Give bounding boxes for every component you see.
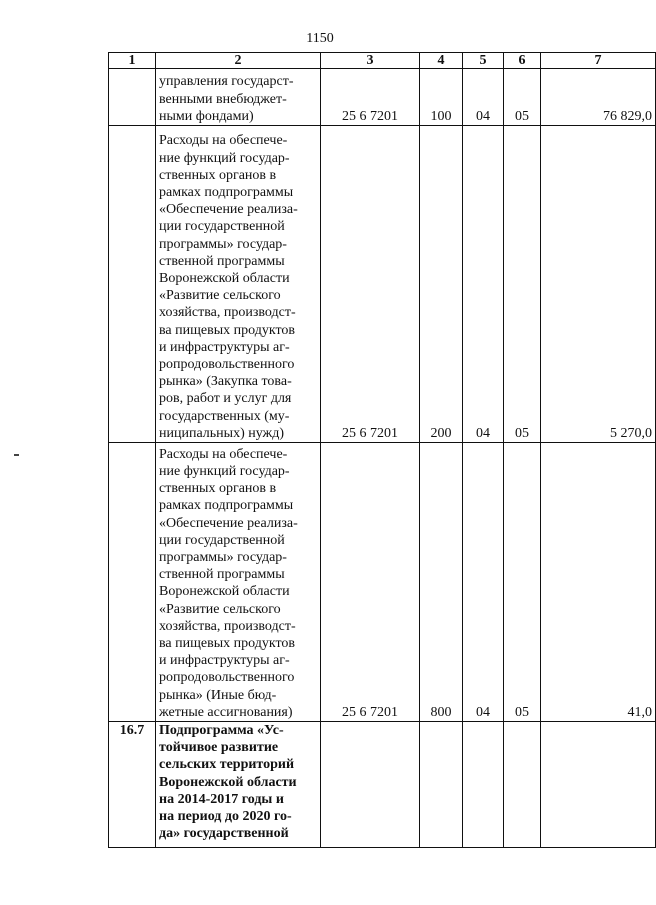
description-line: ственных органов в (159, 167, 277, 183)
header-col-2: 2 (156, 53, 321, 69)
row-expense-type (420, 722, 463, 848)
description-line: ственных органов в (159, 481, 277, 497)
row-target-code: 25 6 7201 (321, 69, 420, 126)
row-subsection: 05 (504, 443, 541, 722)
description-line: ропродовольственного (159, 356, 295, 372)
description-line: рынка» (Закупка това- (159, 374, 292, 390)
row-number (109, 69, 156, 126)
description-line: ции государственной (159, 532, 285, 548)
description-line: да» государственной (159, 826, 289, 842)
description-line: Воронежской области (159, 270, 290, 286)
row-section (463, 722, 504, 848)
scan-mark (14, 454, 19, 456)
row-section: 04 (463, 126, 504, 443)
description-line: «Развитие сельского (159, 601, 281, 617)
row-subsection: 05 (504, 69, 541, 126)
description-line: программы» государ- (159, 549, 287, 565)
description-line: хозяйства, производст- (159, 618, 296, 634)
description-line: тойчивое развитие (159, 740, 279, 756)
description-line: ние функций государ- (159, 150, 290, 166)
row-amount: 5 270,0 (541, 126, 656, 443)
description-line: Воронежской области (159, 584, 290, 600)
description-line: хозяйства, производст- (159, 305, 296, 321)
description-line: и инфраструктуры аг- (159, 653, 290, 669)
header-col-7: 7 (541, 53, 656, 69)
header-col-3: 3 (321, 53, 420, 69)
description-line: «Обеспечение реализа- (159, 202, 298, 218)
table-row (109, 69, 656, 126)
description-line: программы» государ- (159, 236, 287, 252)
description-line: венными внебюджет- (159, 91, 287, 107)
row-description (156, 126, 321, 443)
description-line: Воронежской области (159, 774, 297, 790)
description-line: ции государственной (159, 219, 285, 235)
description-line: ров, работ и услуг для (159, 391, 292, 407)
row-amount: 76 829,0 (541, 69, 656, 126)
description-line: ропродовольственного (159, 670, 295, 686)
description-line: Подпрограмма «Ус- (159, 723, 284, 738)
description-line: ными фондами) (159, 108, 254, 124)
description-line: рынка» (Иные бюд- (159, 687, 277, 703)
row-description (156, 443, 321, 722)
row-expense-type: 200 (420, 126, 463, 443)
description-line: на 2014-2017 годы и (159, 791, 284, 807)
row-target-code: 25 6 7201 (321, 126, 420, 443)
description-line: ва пищевых продуктов (159, 322, 296, 338)
row-section: 04 (463, 443, 504, 722)
description-line: ственной программы (159, 567, 285, 583)
header-col-4: 4 (420, 53, 463, 69)
row-subsection: 05 (504, 126, 541, 443)
description-line: государственных (му- (159, 408, 290, 424)
row-expense-type: 800 (420, 443, 463, 722)
table-header-row (109, 53, 656, 69)
table-row-subprogram (109, 722, 656, 848)
row-number (109, 126, 156, 443)
row-amount (541, 722, 656, 848)
description-line: «Обеспечение реализа- (159, 515, 298, 531)
description-line: ственной программы (159, 253, 285, 269)
row-description (156, 722, 321, 848)
description-line: Расходы на обеспече- (159, 446, 288, 462)
description-line: управления государст- (159, 74, 294, 90)
description-line: рамках подпрограммы (159, 498, 294, 514)
description-line: рамках подпрограммы (159, 184, 294, 200)
row-target-code: 25 6 7201 (321, 443, 420, 722)
header-col-6: 6 (504, 53, 541, 69)
description-line: на период до 2020 го- (159, 809, 292, 825)
description-line: ниципальных) нужд) (159, 425, 284, 441)
row-subsection (504, 722, 541, 848)
row-expense-type: 100 (420, 69, 463, 126)
row-description (156, 69, 321, 126)
description-line: жетные ассигнования) (159, 704, 293, 720)
description-line: ва пищевых продуктов (159, 635, 296, 651)
row-target-code (321, 722, 420, 848)
page-number: 1150 (306, 31, 334, 46)
description-line: Расходы на обеспече- (159, 133, 288, 149)
budget-table (108, 52, 656, 848)
row-number (109, 443, 156, 722)
description-line: и инфраструктуры аг- (159, 339, 290, 355)
row-amount: 41,0 (541, 443, 656, 722)
table-row (109, 126, 656, 443)
header-col-1: 1 (109, 53, 156, 69)
header-col-5: 5 (463, 53, 504, 69)
description-line: ние функций государ- (159, 463, 290, 479)
table-row (109, 443, 656, 722)
row-section: 04 (463, 69, 504, 126)
description-line: сельских территорий (159, 757, 295, 773)
description-line: «Развитие сельского (159, 288, 281, 304)
row-number: 16.7 (109, 722, 156, 848)
